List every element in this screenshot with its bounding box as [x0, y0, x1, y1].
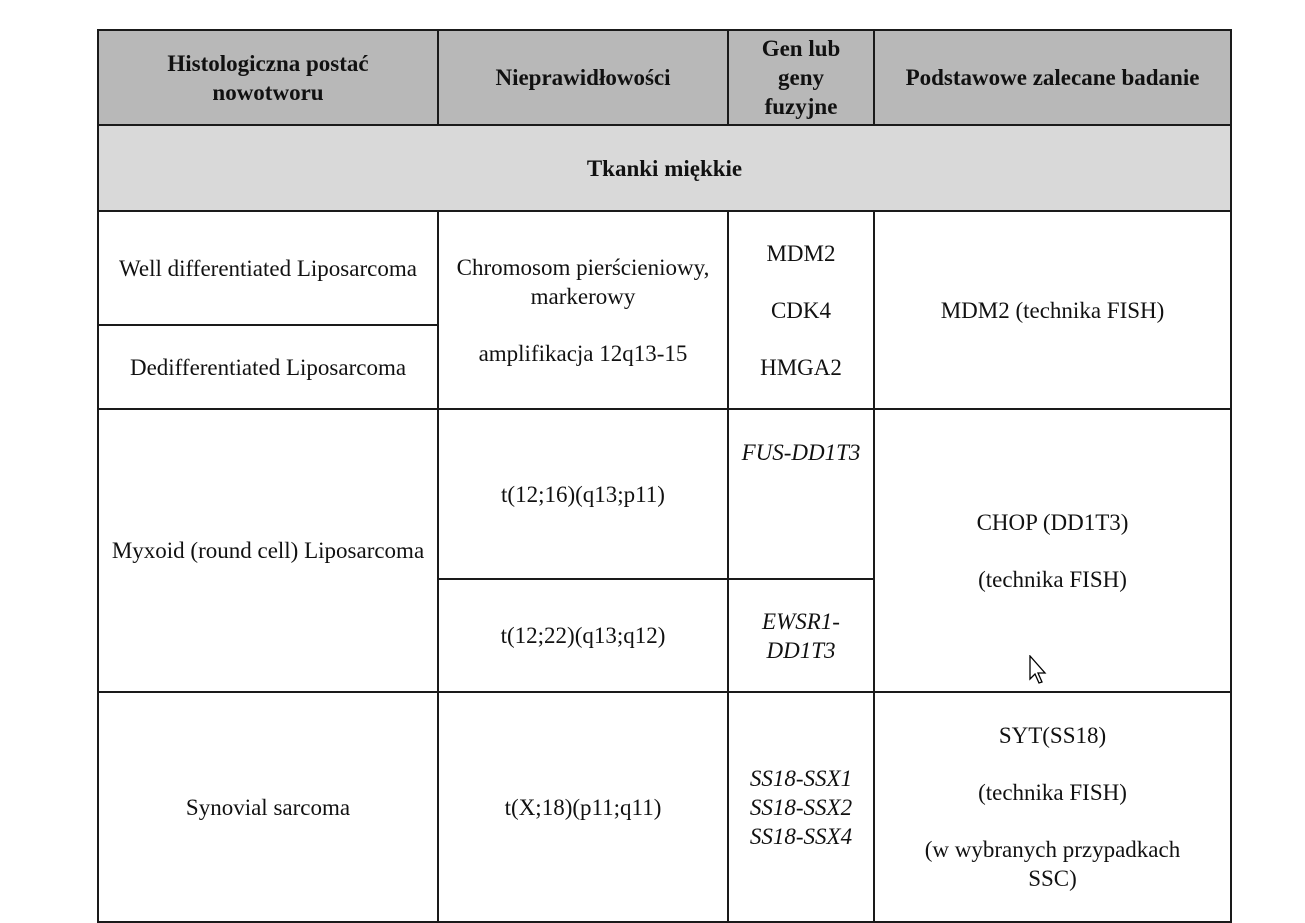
test-line: SYT(SS18) [998, 723, 1107, 748]
genes-cell [728, 211, 874, 409]
histology-cell: Dedifferentiated Liposarcoma [98, 325, 438, 409]
mouse-cursor-icon [1029, 655, 1049, 685]
table-row [98, 211, 1231, 325]
test-line: (w wybranych przypadkach [924, 837, 1181, 862]
gene-item: SS18-SSX2 [749, 794, 853, 820]
recommendation-table [97, 29, 1232, 923]
section-title: Tkanki miękkie [98, 125, 1231, 211]
test-line: CHOP (DD1T3) [976, 509, 1129, 535]
test-line: (technika FISH) [978, 780, 1127, 805]
header-histology: Histologiczna postać nowotworu [98, 30, 438, 125]
test-line: SSC) [1028, 866, 1077, 891]
gene-item: HMGA2 [760, 354, 842, 380]
histology-cell: Myxoid (round cell) Liposarcoma [98, 409, 438, 692]
abnormality-line: Chromosom pierścieniowy, markerowy [456, 254, 710, 309]
header-row [98, 30, 1231, 125]
table-row [98, 692, 1231, 922]
genes-cell: FUS-DD1T3 [728, 409, 874, 579]
header-abnormalities: Nieprawidłowości [438, 30, 728, 125]
abnormality-line: amplifikacja 12q13-15 [478, 340, 688, 366]
gene-item: SS18-SSX4 [749, 823, 853, 849]
genes-cell: EWSR1-DD1T3 [728, 579, 874, 692]
gene-item: CDK4 [770, 297, 832, 323]
histology-cell: Well differentiated Liposarcoma [98, 211, 438, 325]
test-cell [874, 409, 1231, 692]
test-cell [874, 692, 1231, 922]
header-genes: Gen lub geny fuzyjne [728, 30, 874, 125]
header-test: Podstawowe zalecane badanie [874, 30, 1231, 125]
test-cell: MDM2 (technika FISH) [874, 211, 1231, 409]
abnormality-cell: t(12;22)(q13;q12) [438, 579, 728, 692]
section-row [98, 125, 1231, 211]
abnormality-cell: t(X;18)(p11;q11) [438, 692, 728, 922]
gene-item: SS18-SSX1 [749, 765, 853, 791]
genes-cell [728, 692, 874, 922]
histology-cell: Synovial sarcoma [98, 692, 438, 922]
table-row [98, 409, 1231, 579]
gene-item: MDM2 [766, 240, 836, 266]
abnormality-cell: t(12;16)(q13;p11) [438, 409, 728, 579]
test-line: (technika FISH) [978, 566, 1127, 592]
abnormality-cell [438, 211, 728, 409]
